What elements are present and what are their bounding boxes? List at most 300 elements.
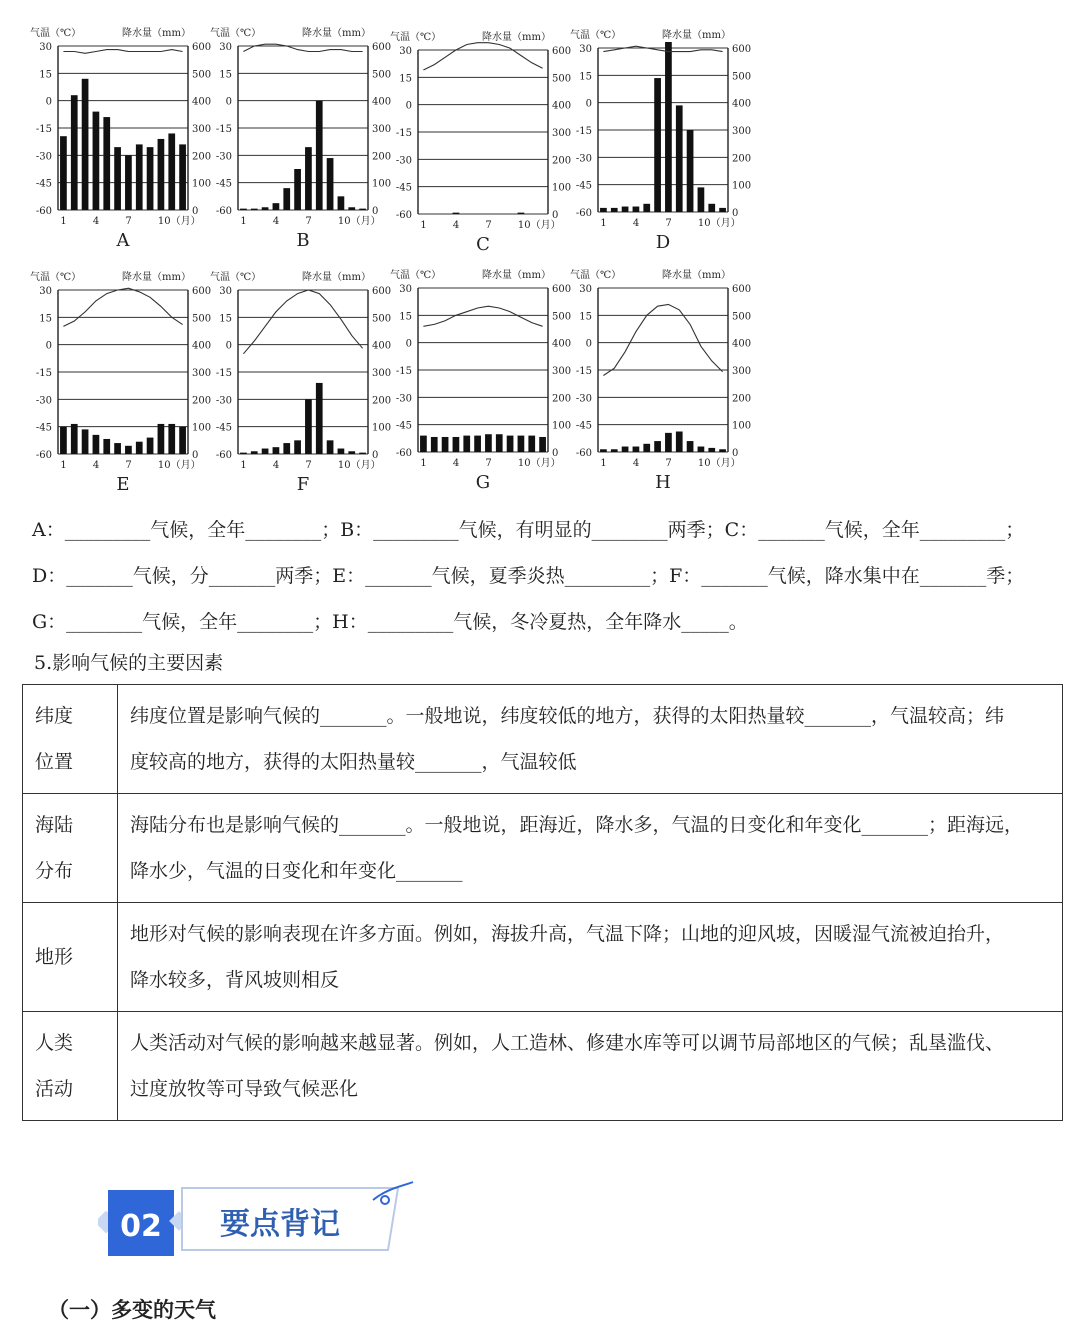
temp-tick-label: -45 — [575, 420, 592, 432]
temp-axis-title: 气温（℃） — [570, 30, 622, 41]
month-tick-label: 4 — [272, 216, 280, 227]
month-tick-label: 1 — [600, 458, 607, 469]
month-tick-label: 7 — [125, 460, 132, 471]
precip-bar — [251, 209, 258, 210]
precip-tick-label: 500 — [372, 313, 392, 325]
month-tick-label: 4 — [92, 216, 100, 227]
factor-name — [23, 903, 118, 1012]
temp-tick-label: -15 — [35, 368, 52, 379]
temp-tick-label: -45 — [35, 422, 52, 434]
precip-tick-label: 400 — [372, 340, 392, 352]
subsection-heading: （一）多变的天气 — [48, 1298, 216, 1322]
precip-bar — [327, 440, 334, 454]
precip-bar — [179, 144, 186, 210]
precip-tick-label: 0 — [732, 448, 739, 459]
precip-bar — [643, 444, 650, 452]
temp-tick-label: 15 — [219, 313, 232, 325]
precip-bar — [82, 429, 89, 454]
precip-bar — [114, 147, 121, 210]
temp-tick-label: -60 — [395, 210, 412, 221]
precip-tick-label: 0 — [552, 210, 559, 221]
precip-tick-label: 100 — [372, 178, 392, 190]
climate-chart-g — [390, 266, 570, 506]
precip-tick-label: 600 — [732, 284, 752, 295]
precip-bar — [622, 447, 629, 452]
temperature-line — [63, 288, 182, 326]
precip-tick-label: 0 — [372, 450, 379, 461]
factor-description — [118, 685, 1063, 794]
fill-line: D：_______气候，分_______两季；E：_______气候，夏季炎热_________；F：_______气候，降水集中在_______季； — [32, 565, 1025, 587]
precip-bar — [136, 144, 143, 210]
precip-bar — [600, 449, 607, 452]
month-tick-label: 4 — [272, 460, 280, 471]
precip-bar — [283, 188, 290, 210]
precip-tick-label: 0 — [192, 206, 199, 217]
month-tick-label: 7 — [665, 218, 672, 229]
factor-name-line: 分布 — [35, 860, 74, 882]
temp-tick-label: 0 — [585, 338, 592, 350]
precip-bar — [463, 436, 470, 452]
precip-bar — [431, 437, 438, 452]
precip-bar — [93, 435, 100, 454]
temperature-line — [243, 44, 362, 51]
precip-axis-title: 降水量（mm） — [122, 28, 191, 39]
month-tick-label: 7 — [125, 216, 132, 227]
month-tick-label: 7 — [485, 458, 492, 469]
chart-letter-label: E — [116, 474, 130, 495]
precip-bar — [114, 443, 121, 454]
precip-tick-label: 200 — [552, 155, 572, 167]
precip-bar — [708, 448, 715, 452]
temp-tick-label: 0 — [405, 338, 412, 350]
precip-tick-label: 500 — [192, 313, 212, 325]
temp-tick-label: -60 — [215, 450, 232, 461]
climate-chart-e — [30, 268, 210, 508]
precip-bar — [316, 101, 323, 210]
precip-bar — [348, 207, 355, 210]
precip-bar — [125, 446, 132, 454]
precip-bar — [103, 439, 110, 454]
factor-name — [23, 1012, 118, 1121]
precip-bar — [474, 436, 481, 452]
temp-tick-label: 15 — [579, 71, 592, 83]
month-tick-label: 10（月） — [157, 460, 201, 471]
precip-bar — [60, 427, 67, 454]
fill-line: A：_________气候，全年________；B：_________气候，有明显的________两季；C：_______气候，全年_________； — [32, 519, 1025, 541]
desc-line: 人类活动对气候的影响越来越显著。例如，人工造林、修建水库等可以调节局部地区的气候；乱垦滥伐、 — [130, 1032, 1005, 1054]
badge-number: 02 — [120, 1209, 162, 1244]
badge-label: 要点背记 — [220, 1207, 340, 1242]
precip-bar — [273, 203, 280, 210]
precip-tick-label: 500 — [732, 71, 752, 83]
temperature-line — [603, 46, 722, 51]
month-tick-label: 7 — [485, 220, 492, 231]
precip-bar — [82, 79, 89, 210]
precip-bar — [676, 432, 683, 453]
precip-bar — [453, 213, 460, 214]
precip-bar — [442, 437, 449, 452]
table-row — [23, 794, 1063, 903]
precip-bar — [103, 117, 110, 210]
precip-axis-title: 降水量（mm） — [302, 272, 371, 283]
temp-tick-label: -30 — [215, 395, 232, 407]
temp-tick-label: -45 — [35, 178, 52, 190]
precip-bar — [359, 209, 366, 210]
precip-bar — [518, 213, 525, 214]
climate-chart-b — [210, 24, 390, 264]
factors-table — [22, 684, 1063, 1121]
temp-axis-title: 气温（℃） — [210, 272, 262, 283]
temperature-line — [423, 306, 542, 326]
chart-letter-label: D — [655, 232, 671, 253]
temp-tick-label: 30 — [219, 42, 232, 53]
factor-name-line: 人类 — [35, 1032, 74, 1054]
precip-tick-label: 200 — [192, 395, 212, 407]
precip-tick-label: 200 — [732, 153, 752, 165]
temp-tick-label: -30 — [575, 393, 592, 405]
climate-chart-d — [570, 26, 750, 266]
precip-axis-title: 降水量（mm） — [662, 270, 731, 281]
precip-bar — [518, 436, 525, 452]
precip-tick-label: 500 — [732, 311, 752, 323]
table-row — [23, 685, 1063, 794]
desc-line: 降水较多，背风坡则相反 — [130, 969, 340, 991]
month-tick-label: 1 — [240, 460, 247, 471]
temp-tick-label: -15 — [575, 126, 592, 137]
precip-bar — [305, 147, 312, 210]
precip-bar — [654, 441, 661, 452]
precip-tick-label: 300 — [192, 368, 212, 379]
desc-line: 降水少，气温的日变化和年变化_______ — [130, 860, 463, 882]
precip-bar — [338, 196, 345, 210]
temp-axis-title: 气温（℃） — [30, 28, 82, 39]
factor-name-line: 纬度 — [35, 705, 74, 727]
precip-tick-label: 300 — [372, 124, 392, 135]
climate-chart-c — [390, 28, 570, 268]
factor-name-line: 位置 — [35, 751, 74, 773]
precip-bar — [665, 42, 672, 212]
temp-tick-label: 30 — [399, 46, 412, 57]
precip-bar — [158, 139, 165, 210]
desc-line: 地形对气候的影响表现在许多方面。例如，海拔升高，气温下降；山地的迎风坡，因暖湿气流被迫抬升， — [130, 923, 1005, 945]
month-tick-label: 7 — [305, 216, 312, 227]
chart-letter-label: F — [296, 474, 310, 495]
precip-bar — [60, 136, 67, 210]
precip-tick-label: 0 — [732, 208, 739, 219]
precip-bar — [698, 187, 705, 212]
precip-bar — [359, 453, 366, 454]
month-tick-label: 1 — [600, 218, 607, 229]
precip-bar — [453, 437, 460, 452]
temp-tick-label: 15 — [399, 311, 412, 323]
precip-tick-label: 100 — [192, 422, 212, 434]
factor-description — [118, 1012, 1063, 1121]
temp-tick-label: -15 — [575, 366, 592, 377]
temp-tick-label: 0 — [405, 100, 412, 112]
precip-tick-label: 300 — [552, 128, 572, 139]
temp-tick-label: 30 — [39, 42, 52, 53]
fill-in-questions — [32, 515, 1062, 653]
month-tick-label: 1 — [420, 220, 427, 231]
precip-tick-label: 0 — [192, 450, 199, 461]
precip-bar — [251, 451, 258, 454]
precip-bar — [485, 434, 492, 452]
precip-tick-label: 600 — [192, 286, 212, 297]
precip-tick-label: 300 — [732, 366, 752, 377]
factor-name-line: 海陆 — [35, 814, 74, 836]
month-tick-label: 4 — [92, 460, 100, 471]
precip-bar — [496, 434, 503, 452]
temp-tick-label: 30 — [579, 44, 592, 55]
temp-tick-label: -30 — [395, 393, 412, 405]
temp-tick-label: -45 — [395, 182, 412, 194]
precip-bar — [622, 207, 629, 212]
precip-bar — [687, 130, 694, 212]
temp-tick-label: 30 — [579, 284, 592, 295]
precip-tick-label: 300 — [732, 126, 752, 137]
precip-tick-label: 200 — [192, 151, 212, 163]
temp-tick-label: -15 — [35, 124, 52, 135]
temp-tick-label: -45 — [395, 420, 412, 432]
precip-tick-label: 600 — [552, 284, 572, 295]
temp-tick-label: -60 — [395, 448, 412, 459]
precip-bar — [147, 438, 154, 454]
temp-tick-label: -60 — [35, 206, 52, 217]
temp-tick-label: 15 — [39, 69, 52, 81]
precip-bar — [168, 133, 175, 210]
temp-tick-label: -30 — [35, 395, 52, 407]
month-tick-label: 4 — [632, 218, 640, 229]
temp-tick-label: -30 — [215, 151, 232, 163]
temp-tick-label: -15 — [395, 128, 412, 139]
precip-bar — [348, 451, 355, 454]
temp-tick-label: -15 — [215, 124, 232, 135]
precip-bar — [168, 424, 175, 454]
precip-axis-title: 降水量（mm） — [662, 30, 731, 41]
desc-line: 海陆分布也是影响气候的_______。一般地说，距海近，降水多，气温的日变化和年变化_______；距海远， — [130, 814, 1024, 836]
precip-tick-label: 400 — [192, 96, 212, 108]
month-tick-label: 1 — [420, 458, 427, 469]
precip-tick-label: 600 — [372, 42, 392, 53]
precip-tick-label: 100 — [192, 178, 212, 190]
precip-bar — [719, 449, 726, 452]
factor-description — [118, 903, 1063, 1012]
month-tick-label: 10（月） — [337, 460, 381, 471]
temp-tick-label: 0 — [585, 98, 592, 110]
precip-tick-label: 200 — [372, 395, 392, 407]
temp-tick-label: 0 — [225, 96, 232, 108]
precip-tick-label: 400 — [372, 96, 392, 108]
month-tick-label: 10（月） — [157, 216, 201, 227]
temp-axis-title: 气温（℃） — [30, 272, 82, 283]
temp-tick-label: 30 — [39, 286, 52, 297]
temp-tick-label: -45 — [575, 180, 592, 192]
precip-bar — [71, 95, 78, 210]
temp-axis-title: 气温（℃） — [390, 270, 442, 281]
table-row — [23, 1012, 1063, 1121]
month-tick-label: 10（月） — [697, 218, 741, 229]
section-badge — [98, 1178, 428, 1268]
factor-name-line: 活动 — [35, 1078, 74, 1100]
precip-tick-label: 0 — [372, 206, 379, 217]
temp-axis-title: 气温（℃） — [390, 32, 442, 43]
factor-name — [23, 794, 118, 903]
precip-bar — [687, 441, 694, 452]
precip-bar — [600, 208, 607, 212]
precip-bar — [262, 449, 269, 454]
climate-chart-f — [210, 268, 390, 508]
precip-tick-label: 400 — [732, 98, 752, 110]
temperature-line — [63, 50, 182, 54]
precip-tick-label: 500 — [552, 73, 572, 85]
climate-charts — [0, 0, 1080, 500]
temp-tick-label: -30 — [575, 153, 592, 165]
precip-bar — [633, 207, 640, 212]
precip-tick-label: 400 — [552, 100, 572, 112]
precip-bar — [273, 447, 280, 454]
temp-tick-label: 0 — [45, 340, 52, 352]
precip-bar — [643, 204, 650, 212]
month-tick-label: 10（月） — [517, 458, 561, 469]
precip-tick-label: 200 — [552, 393, 572, 405]
fill-line: G：________气候，全年________；H：_________气候，冬冷夏热，全年降水_____。 — [32, 611, 748, 633]
temp-axis-title: 气温（℃） — [570, 270, 622, 281]
month-tick-label: 10（月） — [697, 458, 741, 469]
temp-tick-label: -45 — [215, 422, 232, 434]
precip-tick-label: 300 — [372, 368, 392, 379]
month-tick-label: 1 — [60, 216, 67, 227]
precip-tick-label: 100 — [372, 422, 392, 434]
precip-bar — [528, 436, 535, 452]
precip-tick-label: 400 — [192, 340, 212, 352]
climate-chart-h — [570, 266, 750, 506]
temp-tick-label: -60 — [215, 206, 232, 217]
precip-tick-label: 200 — [372, 151, 392, 163]
temp-tick-label: 30 — [399, 284, 412, 295]
precip-tick-label: 400 — [552, 338, 572, 350]
precip-tick-label: 0 — [552, 448, 559, 459]
temp-tick-label: -15 — [215, 368, 232, 379]
factor-name-line: 地形 — [35, 946, 74, 968]
chart-letter-label: C — [476, 234, 490, 255]
desc-line: 过度放牧等可导致气候恶化 — [130, 1078, 359, 1100]
month-tick-label: 4 — [632, 458, 640, 469]
desc-line: 度较高的地方，获得的太阳热量较_______，气温较低 — [130, 751, 577, 773]
precip-tick-label: 600 — [372, 286, 392, 297]
chart-letter-label: B — [296, 230, 310, 251]
climate-chart-a — [30, 24, 210, 264]
precip-bar — [507, 436, 514, 452]
precip-tick-label: 500 — [192, 69, 212, 81]
factor-description — [118, 794, 1063, 903]
temp-tick-label: -60 — [575, 208, 592, 219]
section-title: 5.影响气候的主要因素 — [34, 652, 224, 674]
chart-letter-label: G — [475, 472, 491, 493]
precip-bar — [676, 105, 683, 212]
precip-bar — [294, 440, 301, 454]
precip-axis-title: 降水量（mm） — [482, 270, 551, 281]
precip-bar — [327, 158, 334, 210]
temp-tick-label: -30 — [395, 155, 412, 167]
precip-bar — [93, 112, 100, 210]
precip-bar — [71, 424, 78, 454]
temp-tick-label: 15 — [219, 69, 232, 81]
precip-bar — [283, 443, 290, 454]
temp-tick-label: -30 — [35, 151, 52, 163]
precip-tick-label: 100 — [732, 420, 752, 432]
precip-tick-label: 600 — [552, 46, 572, 57]
temp-tick-label: 15 — [579, 311, 592, 323]
precip-tick-label: 300 — [192, 124, 212, 135]
precip-tick-label: 100 — [552, 420, 572, 432]
precip-tick-label: 500 — [372, 69, 392, 81]
precip-bar — [158, 424, 165, 454]
precip-bar — [316, 383, 323, 454]
temp-tick-label: -15 — [395, 366, 412, 377]
temp-tick-label: 0 — [45, 96, 52, 108]
chart-letter-label: A — [116, 230, 130, 251]
temp-tick-label: 15 — [39, 313, 52, 325]
temp-tick-label: 30 — [219, 286, 232, 297]
precip-bar — [136, 442, 143, 454]
precip-bar — [665, 433, 672, 452]
precip-bar — [240, 453, 247, 454]
precip-bar — [698, 447, 705, 452]
precip-bar — [240, 209, 247, 210]
precip-bar — [611, 449, 618, 452]
temp-tick-label: -45 — [215, 178, 232, 190]
precip-bar — [262, 207, 269, 210]
precip-axis-title: 降水量（mm） — [482, 32, 551, 43]
temp-axis-title: 气温（℃） — [210, 28, 262, 39]
precip-tick-label: 400 — [732, 338, 752, 350]
temp-tick-label: -60 — [35, 450, 52, 461]
precip-bar — [420, 436, 427, 452]
precip-tick-label: 600 — [192, 42, 212, 53]
desc-line: 纬度位置是影响气候的_______。一般地说，纬度较低的地方，获得的太阳热量较_______，气温较高；纬 — [130, 705, 1005, 727]
month-tick-label: 1 — [240, 216, 247, 227]
month-tick-label: 10（月） — [517, 220, 561, 231]
precip-bar — [633, 447, 640, 452]
precip-bar — [654, 78, 661, 212]
precip-bar — [305, 399, 312, 454]
precip-tick-label: 100 — [552, 182, 572, 194]
temp-tick-label: -60 — [575, 448, 592, 459]
precip-axis-title: 降水量（mm） — [302, 28, 371, 39]
precip-tick-label: 100 — [732, 180, 752, 192]
precip-tick-label: 200 — [732, 393, 752, 405]
chart-letter-label: H — [655, 472, 671, 493]
month-tick-label: 4 — [452, 458, 460, 469]
temp-tick-label: 0 — [225, 340, 232, 352]
precip-tick-label: 300 — [552, 366, 572, 377]
month-tick-label: 1 — [60, 460, 67, 471]
precip-tick-label: 500 — [552, 311, 572, 323]
factor-name — [23, 685, 118, 794]
table-row — [23, 903, 1063, 1012]
precip-bar — [125, 155, 132, 210]
month-tick-label: 4 — [452, 220, 460, 231]
precip-bar — [338, 449, 345, 454]
precip-bar — [708, 204, 715, 212]
precip-tick-label: 600 — [732, 44, 752, 55]
precip-bar — [539, 437, 546, 452]
precip-axis-title: 降水量（mm） — [122, 272, 191, 283]
precip-bar — [147, 147, 154, 210]
precip-bar — [179, 427, 186, 454]
month-tick-label: 10（月） — [337, 216, 381, 227]
precip-bar — [294, 169, 301, 210]
